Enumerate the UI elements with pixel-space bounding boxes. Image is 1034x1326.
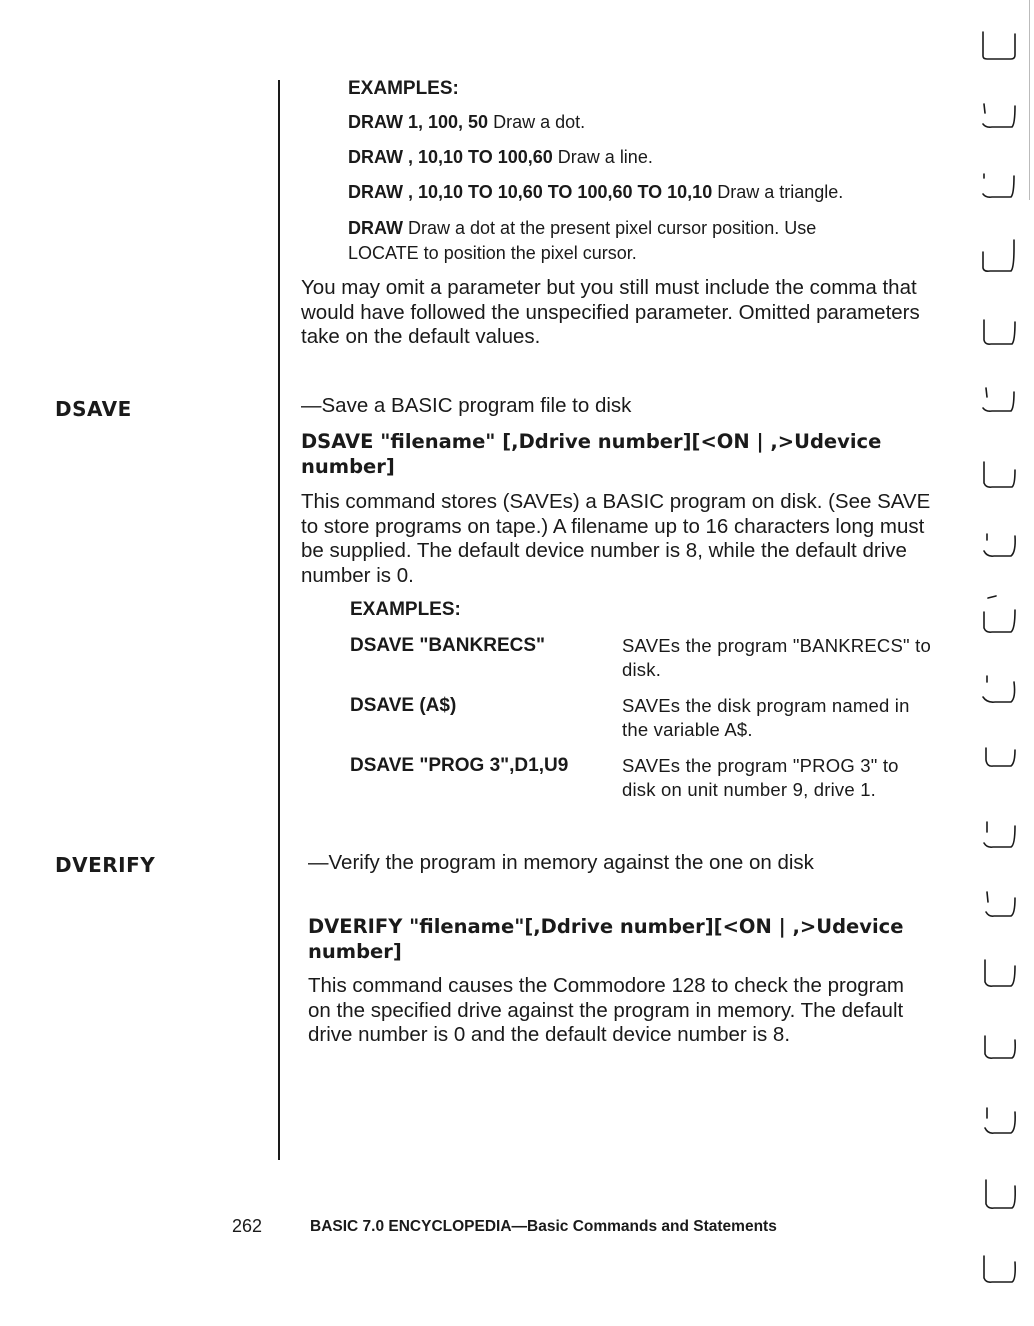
dsave-example-3-desc <box>622 754 899 802</box>
dsave-syntax-line-2: number] <box>301 455 395 478</box>
dsave-example-2-desc <box>622 694 910 742</box>
column-divider <box>278 80 280 1160</box>
binder-holes-decoration <box>978 0 1034 1326</box>
draw-example-1 <box>348 112 585 133</box>
draw-example-1-cmd: DRAW 1, 100, 50 <box>348 112 489 132</box>
draw-examples-heading: EXAMPLES: <box>348 78 459 99</box>
draw-example-4-cmd: DRAW <box>348 218 403 238</box>
binder-hole-icon <box>984 596 1015 632</box>
draw-example-4 <box>348 218 816 239</box>
omit-line-1: You may omit a parameter but you still must include the comma that <box>301 276 917 299</box>
dsave-example-3-desc-line-1: SAVEs the program "PROG 3" to <box>622 755 899 776</box>
dverify-desc-line-3: drive number is 0 and the default device number is 8. <box>308 1023 791 1046</box>
dsave-desc-line-4: number is 0. <box>301 563 414 587</box>
binder-hole-icon <box>984 462 1015 487</box>
dsave-examples-heading: EXAMPLES: <box>350 599 461 620</box>
binder-hole-icon <box>986 1180 1015 1208</box>
binder-hole-icon <box>985 1108 1015 1133</box>
dsave-example-1-desc <box>622 634 931 682</box>
draw-example-1-desc: Draw a dot. <box>493 112 586 132</box>
dsave-desc-line-2: to store programs on tape.) A filename up to 16 characters long must <box>301 514 925 538</box>
dsave-example-2-cmd: DSAVE (A$) <box>350 695 457 716</box>
dsave-example-2-desc-line-1: SAVEs the disk program named in <box>622 695 910 716</box>
binder-hole-icon <box>985 960 1015 986</box>
dsave-example-3-cmd: DSAVE "PROG 3",D1,U9 <box>350 755 569 776</box>
dsave-syntax <box>301 429 881 479</box>
draw-example-2 <box>348 147 653 168</box>
draw-example-3-desc: Draw a triangle. <box>717 182 844 202</box>
dsave-desc-line-1: This command stores (SAVEs) a BASIC program on disk. (See SAVE <box>301 490 931 513</box>
draw-example-2-desc: Draw a line. <box>557 147 653 167</box>
binder-hole-icon <box>984 320 1015 344</box>
binder-hole-icon <box>983 388 1014 411</box>
dsave-side-heading: DSAVE <box>55 397 132 421</box>
binder-hole-icon <box>983 104 1015 127</box>
omit-line-3: take on the default values. <box>301 325 541 348</box>
dsave-example-3-desc-line-2: disk on unit number 9, drive 1. <box>622 779 877 800</box>
binder-hole-icon <box>985 1036 1015 1058</box>
binder-hole-icon <box>983 174 1014 197</box>
page-number: 262 <box>232 1216 263 1236</box>
dsave-desc-line-3: be supplied. The default device number is 8, while the default drive <box>301 539 907 562</box>
dverify-syntax-line-1: DVERIFY "filename"[,Ddrive number][<ON | ,>Udevice <box>308 915 904 938</box>
dsave-example-1-desc-line-1: SAVEs the program "BANKRECS" to <box>622 635 931 656</box>
draw-example-3-cmd: DRAW , 10,10 TO 10,60 TO 100,60 TO 10,10 <box>348 182 713 202</box>
draw-example-3 <box>348 182 843 203</box>
running-footer: BASIC 7.0 ENCYCLOPEDIA—Basic Commands and Statements <box>310 1218 777 1235</box>
dsave-syntax-line-1: DSAVE "filename" [,Ddrive number][<ON | ,>Udevice <box>301 430 882 453</box>
dsave-example-1-desc-line-2: disk. <box>622 659 662 680</box>
dverify-desc-line-2: on the specified drive against the program in memory. The default <box>308 998 904 1022</box>
dsave-example-2-desc-line-2: the variable A$. <box>622 719 753 740</box>
binder-hole-icon <box>983 32 1015 59</box>
binder-hole-icon <box>986 892 1015 916</box>
dverify-tagline: —Verify the program in memory against the one on disk <box>308 851 814 874</box>
binder-hole-icon <box>984 822 1015 847</box>
dverify-description <box>308 974 904 1048</box>
dsave-example-1-cmd: DSAVE "BANKRECS" <box>350 635 546 656</box>
omit-paragraph <box>301 276 920 350</box>
dsave-tagline: —Save a BASIC program file to disk <box>301 394 632 417</box>
binder-hole-icon <box>984 1256 1015 1282</box>
binder-hole-icon <box>983 240 1014 271</box>
dsave-description <box>301 490 930 588</box>
draw-example-4-desc: Draw a dot at the present pixel cursor position. Use <box>408 218 817 238</box>
dverify-desc-line-1: This command causes the Commodore 128 to check the program <box>308 974 904 997</box>
draw-example-4-desc-cont: LOCATE to position the pixel cursor. <box>348 243 637 263</box>
draw-example-2-cmd: DRAW , 10,10 TO 100,60 <box>348 147 553 167</box>
binder-hole-icon <box>983 676 1015 702</box>
dverify-syntax <box>308 914 903 964</box>
dverify-side-heading: DVERIFY <box>55 853 156 877</box>
binder-hole-icon <box>986 748 1015 766</box>
dverify-syntax-line-2: number] <box>308 940 402 963</box>
omit-line-2: would have followed the unspecified parameter. Omitted parameters <box>301 300 920 324</box>
binder-hole-icon <box>984 534 1015 556</box>
